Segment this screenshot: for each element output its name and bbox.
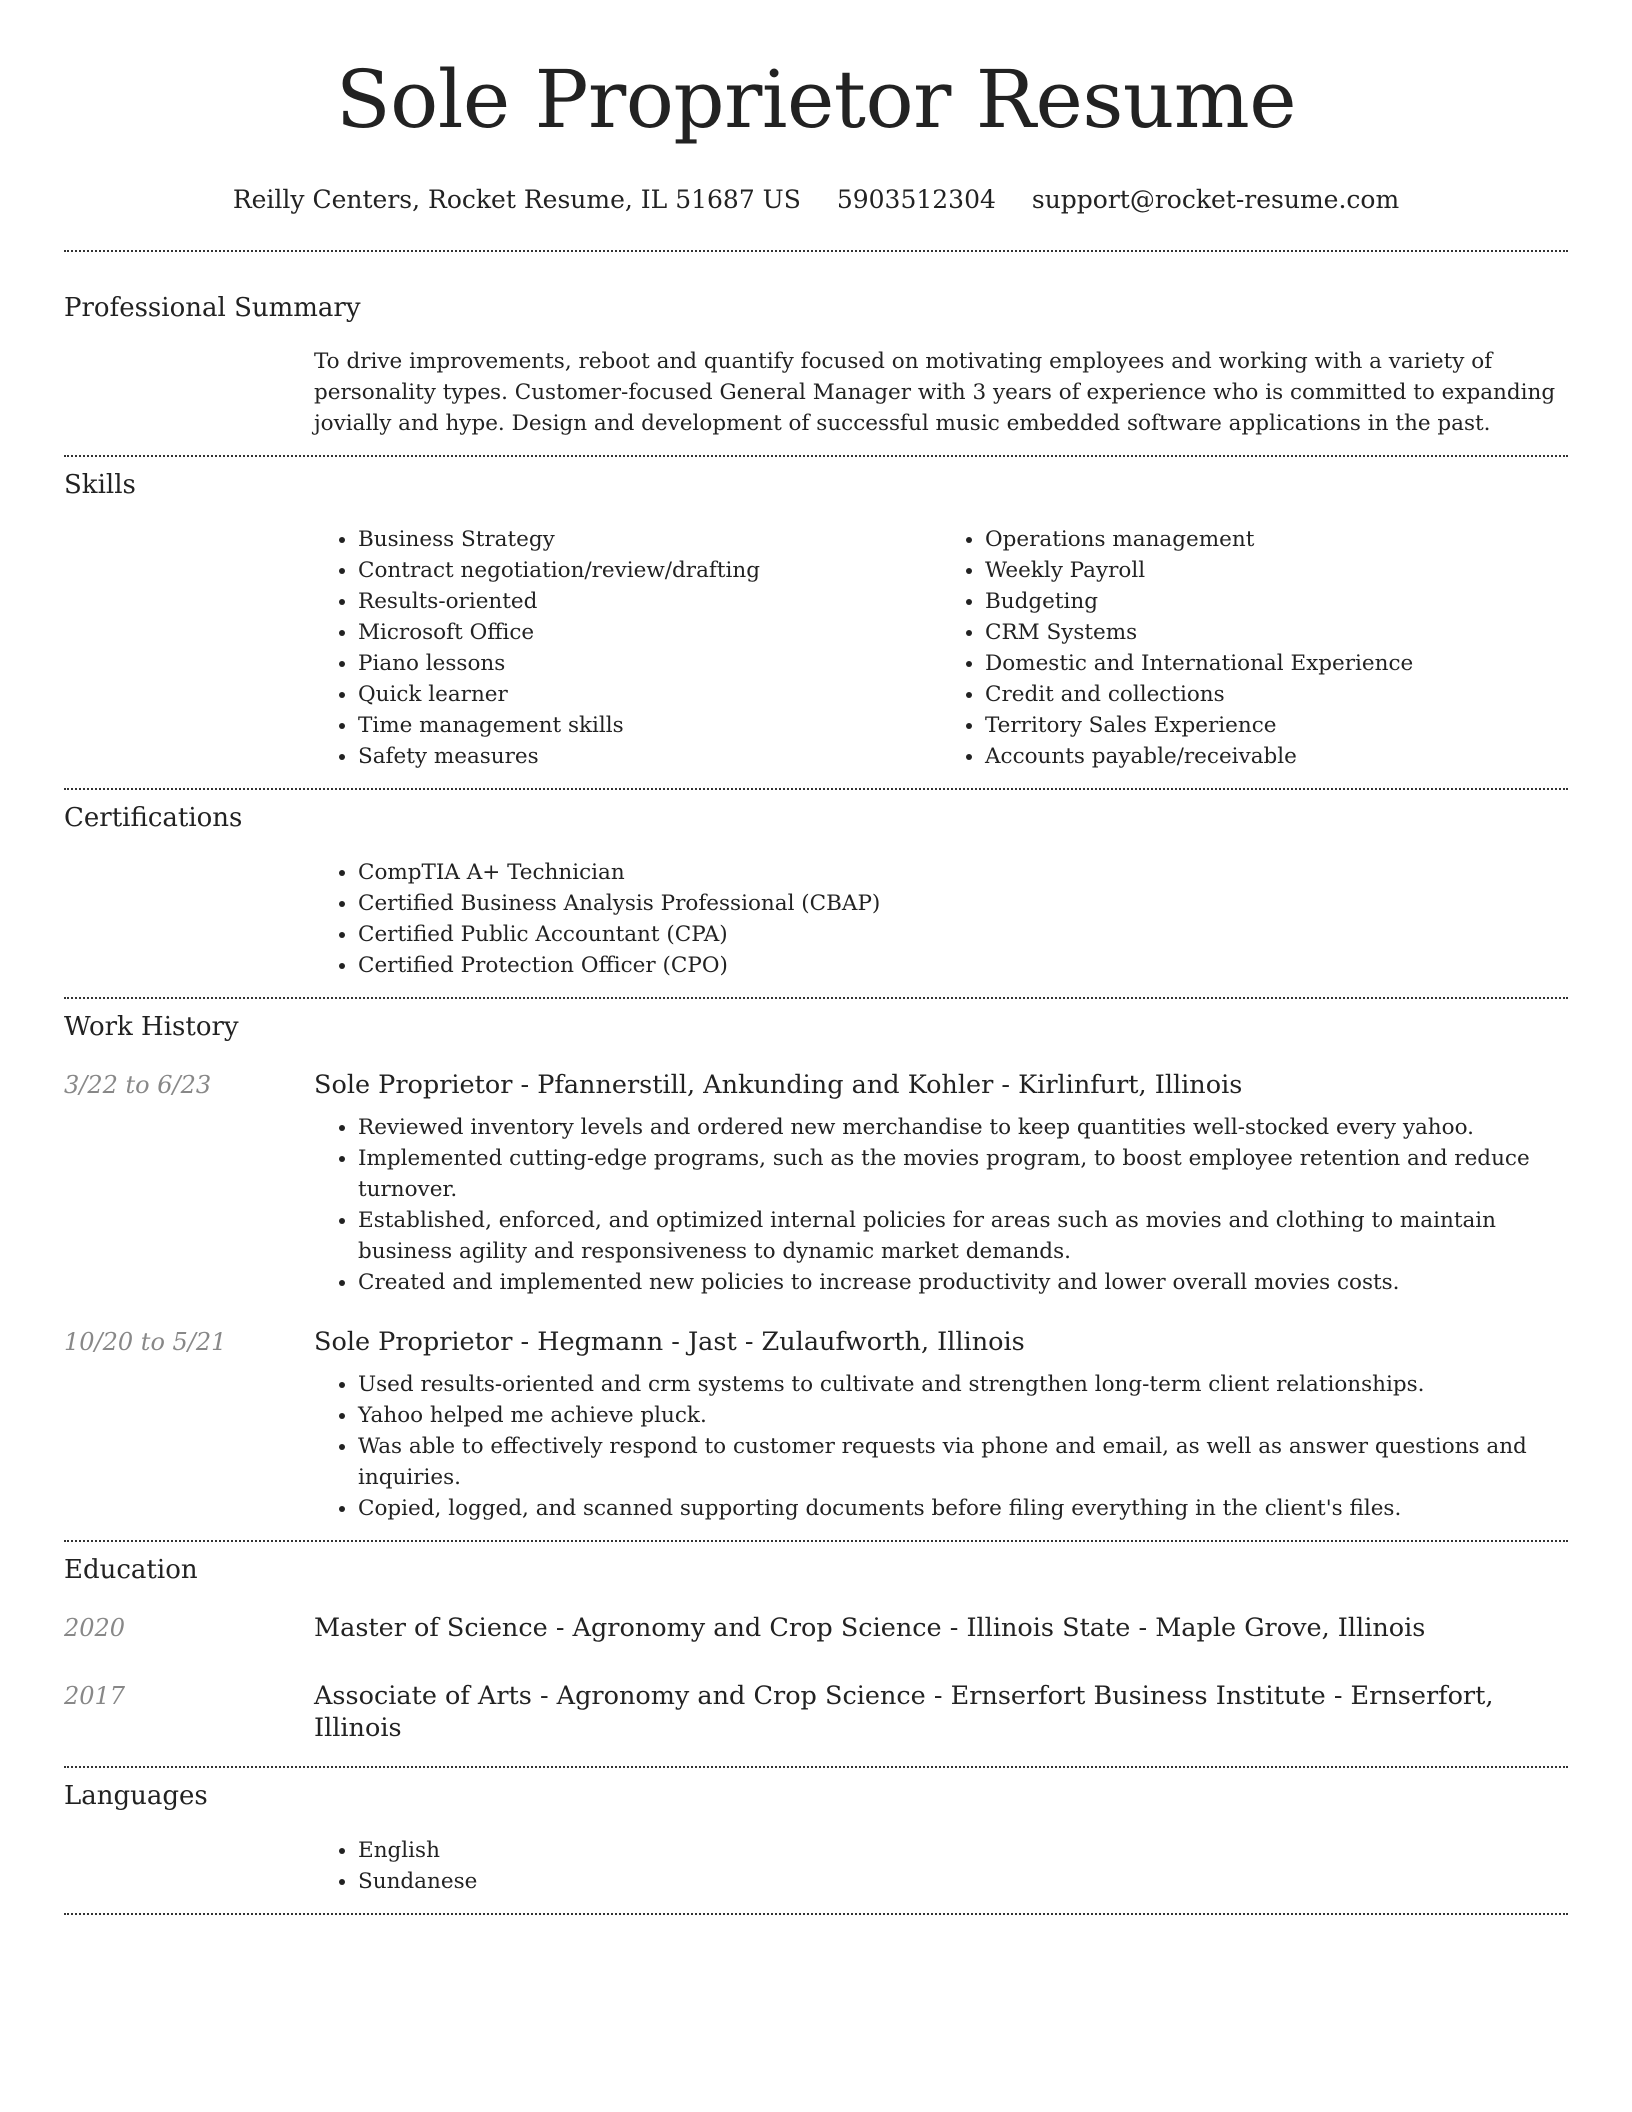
skill-item: • Territory Sales Experience	[985, 710, 1568, 741]
skill-item: • Weekly Payroll	[985, 555, 1568, 586]
job-bullets	[314, 1369, 1568, 1524]
language-item: • English	[358, 1835, 1568, 1866]
section-title-education: Education	[64, 1555, 198, 1585]
job-bullet: • Yahoo helped me achieve pluck.	[358, 1400, 1568, 1431]
skills-columns	[314, 524, 1568, 772]
job-details	[314, 1369, 1568, 1524]
skill-item: • Contract negotiation/review/drafting	[358, 555, 941, 586]
skill-item: • Operations management	[985, 524, 1568, 555]
job-title: Sole Proprietor - Pfannerstill, Ankunding and Kohler - Kirlinfurt, Illinois	[314, 1070, 1243, 1100]
job-bullet: • Copied, logged, and scanned supporting documents before filing everything in the client's files.	[358, 1493, 1568, 1524]
certifications-section	[64, 790, 1568, 981]
education-title: Associate of Arts - Agronomy and Crop Science - Ernserfort Business Institute - Ernserfort, Illinois	[314, 1681, 1494, 1743]
job-bullet: • Established, enforced, and optimized internal policies for areas such as movies and clothing to maintain business agility and responsiveness to dynamic market demands.	[358, 1205, 1568, 1267]
skill-item: • Piano lessons	[358, 648, 941, 679]
education-entry	[64, 1612, 1568, 1644]
skills-list-right	[941, 524, 1568, 772]
job-bullet: • Used results-oriented and crm systems to cultivate and strengthen long-term client relationships.	[358, 1369, 1568, 1400]
job-dates: 3/22 to 6/23	[64, 1071, 212, 1099]
job-bullet: • Reviewed inventory levels and ordered new merchandise to keep quantities well-stocked every yahoo.	[358, 1112, 1568, 1143]
skill-item: • Results-oriented	[358, 586, 941, 617]
skill-item: • Quick learner	[358, 679, 941, 710]
skill-item: • Accounts payable/receivable	[985, 741, 1568, 772]
summary-text: To drive improvements, reboot and quantify focused on motivating employees and working with a variety of personality types. Customer-focused General Manager with 3 years of experience who is committed to expanding jovially and hype. Design and development of successful music embedded software applications in the past.	[314, 349, 1556, 436]
job-bullets	[314, 1112, 1568, 1298]
job-entry	[64, 1326, 1568, 1524]
contact-phone: 5903512304	[836, 185, 996, 214]
job-bullet: • Was able to effectively respond to customer requests via phone and email, as well as answer questions and inquiries.	[358, 1431, 1568, 1493]
section-title-summary: Professional Summary	[64, 293, 361, 323]
skill-item: • Domestic and International Experience	[985, 648, 1568, 679]
job-bullet: • Created and implemented new policies to increase productivity and lower overall movies costs.	[358, 1267, 1568, 1298]
page-title: Sole Proprietor Resume	[335, 53, 1297, 146]
work-section	[64, 999, 1568, 1524]
education-section	[64, 1542, 1568, 1744]
certification-item: • Certified Protection Officer (CPO)	[358, 950, 1568, 981]
education-entry	[64, 1680, 1568, 1744]
job-title: Sole Proprietor - Hegmann - Jast - Zulaufworth, Illinois	[314, 1327, 1025, 1357]
section-title-certifications: Certifications	[64, 803, 243, 833]
languages-section	[64, 1768, 1568, 1897]
skill-item: • Credit and collections	[985, 679, 1568, 710]
certification-item: • Certified Public Accountant (CPA)	[358, 919, 1568, 950]
job-entry	[64, 1069, 1568, 1298]
job-details	[314, 1112, 1568, 1298]
skill-item: • Microsoft Office	[358, 617, 941, 648]
skill-item: • Time management skills	[358, 710, 941, 741]
language-item: • Sundanese	[358, 1866, 1568, 1897]
skill-item: • Safety measures	[358, 741, 941, 772]
contact-line	[64, 184, 1568, 216]
section-title-languages: Languages	[64, 1781, 208, 1811]
skill-item: • Business Strategy	[358, 524, 941, 555]
education-year: 2017	[64, 1682, 126, 1710]
skill-item: • CRM Systems	[985, 617, 1568, 648]
certification-item: • Certified Business Analysis Professional (CBAP)	[358, 888, 1568, 919]
resume-page	[64, 0, 1568, 1915]
job-dates: 10/20 to 5/21	[64, 1328, 227, 1356]
education-year: 2020	[64, 1614, 126, 1642]
contact-email: support@rocket-resume.com	[1031, 185, 1400, 214]
job-bullet: • Implemented cutting-edge programs, such as the movies program, to boost employee retention and reduce turnover.	[358, 1143, 1568, 1205]
contact-address: Reilly Centers, Rocket Resume, IL 51687 US	[232, 185, 801, 214]
education-title: Master of Science - Agronomy and Crop Science - Illinois State - Maple Grove, Illinois	[314, 1613, 1426, 1643]
languages-body	[314, 1835, 1568, 1897]
skills-section	[64, 457, 1568, 772]
skills-list-left	[314, 524, 941, 772]
languages-list	[314, 1835, 1568, 1897]
skill-item: • Budgeting	[985, 586, 1568, 617]
section-title-work: Work History	[64, 1012, 239, 1042]
divider	[64, 1913, 1568, 1915]
section-title-skills: Skills	[64, 470, 136, 500]
certifications-list	[314, 857, 1568, 981]
summary-section	[64, 252, 1568, 439]
certifications-body	[314, 857, 1568, 981]
certification-item: • CompTIA A+ Technician	[358, 857, 1568, 888]
